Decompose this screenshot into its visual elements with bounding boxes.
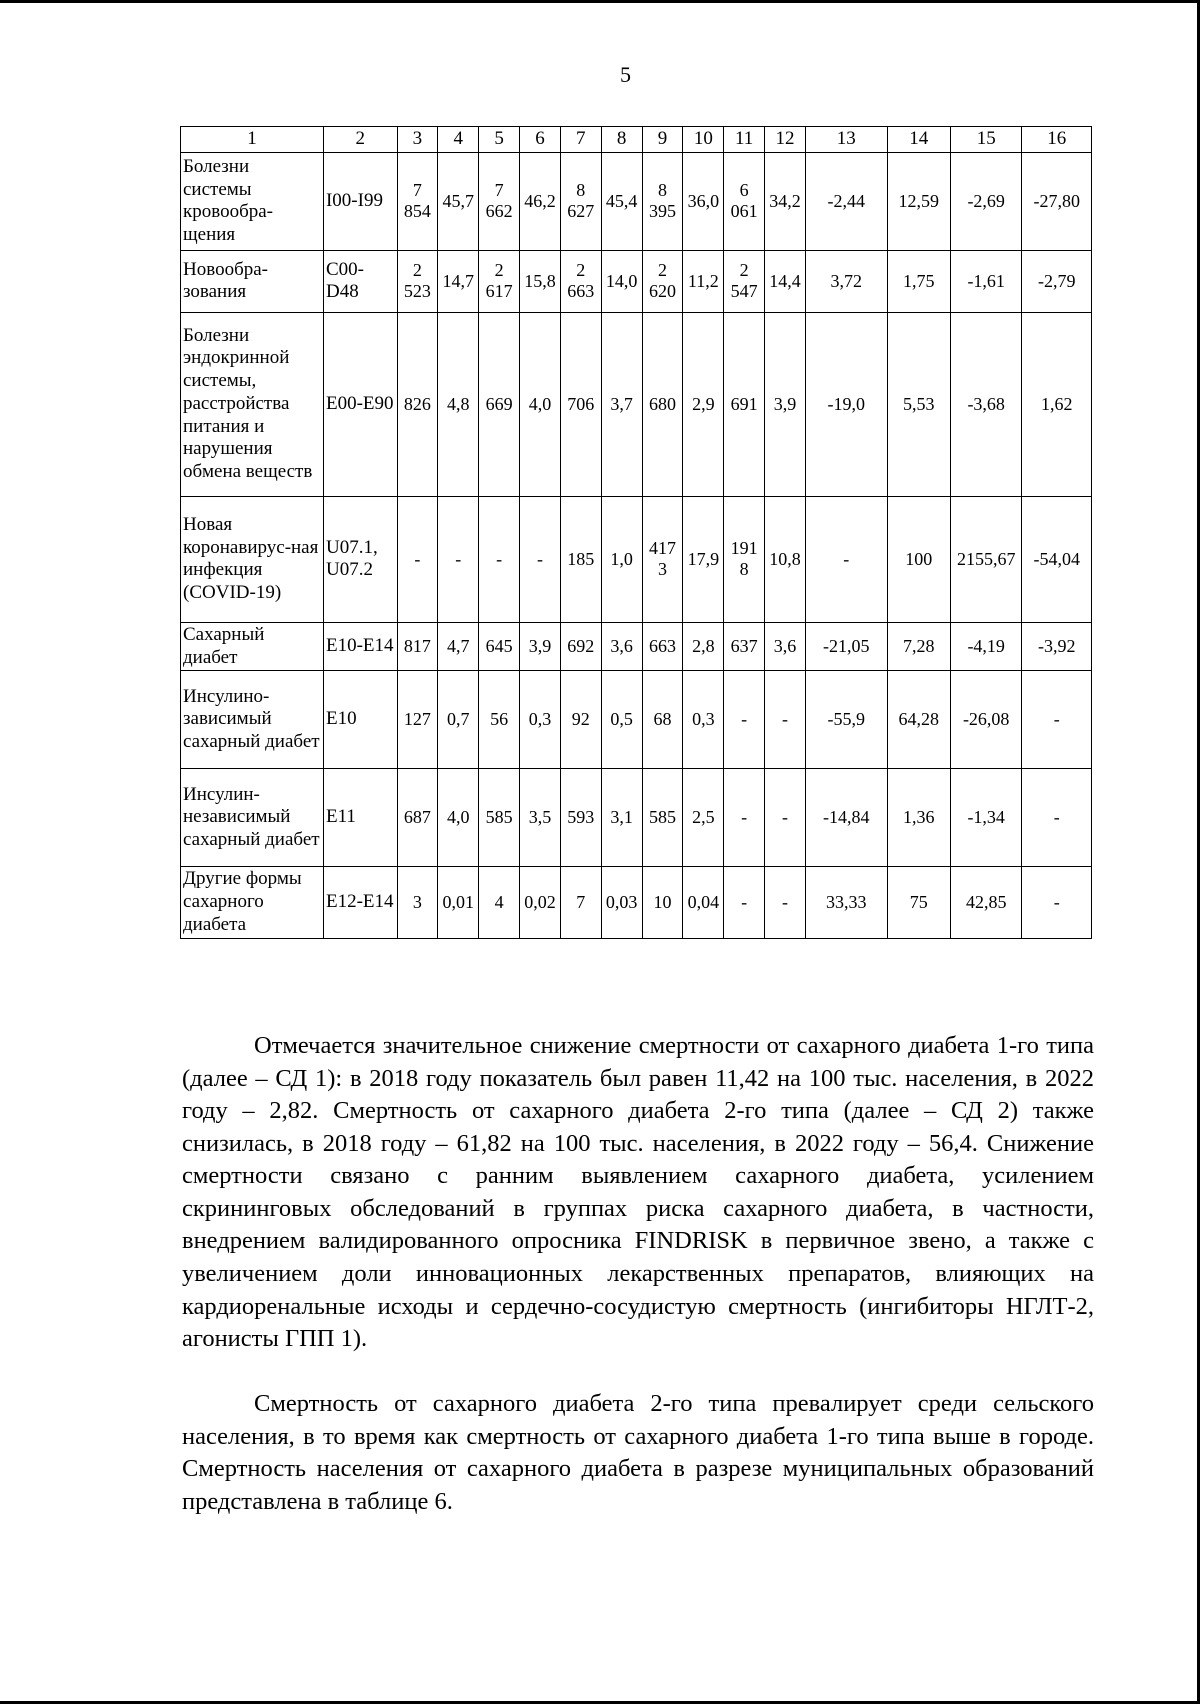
value-cell: 0,3 — [520, 671, 561, 769]
column-header: 2 — [323, 127, 397, 153]
value-cell: 680 — [642, 312, 683, 496]
value-cell: - — [805, 496, 887, 622]
row-name-cell: Новообра-зования — [181, 250, 324, 312]
value-cell: 585 — [479, 769, 520, 867]
value-cell: - — [724, 867, 765, 938]
column-header: 12 — [765, 127, 806, 153]
value-cell: -2,79 — [1022, 250, 1092, 312]
value-cell: 2 617 — [479, 250, 520, 312]
column-header: 4 — [438, 127, 479, 153]
table-row — [181, 622, 1092, 671]
table-row — [181, 496, 1092, 622]
value-cell: 1,62 — [1022, 312, 1092, 496]
value-cell: 3 — [397, 867, 438, 938]
value-cell: 14,0 — [601, 250, 642, 312]
value-cell: - — [765, 671, 806, 769]
value-cell: 691 — [724, 312, 765, 496]
column-header: 3 — [397, 127, 438, 153]
value-cell: -26,08 — [950, 671, 1021, 769]
value-cell: -3,68 — [950, 312, 1021, 496]
value-cell: 7,28 — [887, 622, 950, 671]
value-cell: - — [1022, 769, 1092, 867]
value-cell: 7 662 — [479, 152, 520, 250]
value-cell: 14,7 — [438, 250, 479, 312]
value-cell: 2 547 — [724, 250, 765, 312]
value-cell: 42,85 — [950, 867, 1021, 938]
icd-code-cell: E00-E90 — [323, 312, 397, 496]
icd-code-cell: E10 — [323, 671, 397, 769]
value-cell: 2 620 — [642, 250, 683, 312]
value-cell: 0,03 — [601, 867, 642, 938]
row-name-cell: Сахарный диабет — [181, 622, 324, 671]
column-header: 5 — [479, 127, 520, 153]
value-cell: - — [438, 496, 479, 622]
value-cell: 593 — [560, 769, 601, 867]
value-cell: 127 — [397, 671, 438, 769]
table-row — [181, 769, 1092, 867]
value-cell: 100 — [887, 496, 950, 622]
value-cell: 4 — [479, 867, 520, 938]
value-cell: 1,0 — [601, 496, 642, 622]
value-cell: 4,7 — [438, 622, 479, 671]
icd-code-cell: E12-E14 — [323, 867, 397, 938]
paragraph-1 — [182, 1030, 1094, 1356]
icd-code-cell: C00-D48 — [323, 250, 397, 312]
value-cell: 3,6 — [765, 622, 806, 671]
icd-code-cell: U07.1, U07.2 — [323, 496, 397, 622]
table-row — [181, 250, 1092, 312]
value-cell: 4,8 — [438, 312, 479, 496]
paragraph-text: Отмечается значительное снижение смертности от сахарного диабета 1-го типа (далее – СД 1): в 2018 году показатель был равен 11,42 на 100 тыс. населения, в 2022 году – 2,82. Смертность от сахарного диабета 2-го типа (далее – СД 2) также снизилась, в 2018 году – 61,82 на 100 тыс. населения, в 2022 году – 56,4. Снижение смертности связано с ранним выявлением сахарного диабета, усилением скрининговых обследований в группах риска сахарного диабета, в частности, внедрением валидированного опросника FINDRISK в первичное звено, а также с увеличением доли инновационных лекарственных препаратов, влияющих на кардиоренальные исходы и сердечно-сосудистую смертность (ингибиторы НГЛТ-2, агонисты ГПП 1). — [182, 1032, 1094, 1353]
value-cell: 692 — [560, 622, 601, 671]
value-cell: - — [724, 671, 765, 769]
value-cell: 669 — [479, 312, 520, 496]
value-cell: 46,2 — [520, 152, 561, 250]
column-header: 9 — [642, 127, 683, 153]
column-header: 15 — [950, 127, 1021, 153]
column-header: 16 — [1022, 127, 1092, 153]
column-header: 7 — [560, 127, 601, 153]
value-cell: 10,8 — [765, 496, 806, 622]
value-cell: - — [724, 769, 765, 867]
value-cell: -2,44 — [805, 152, 887, 250]
value-cell: 8 627 — [560, 152, 601, 250]
row-name-cell: Инсулино-зависимый сахарный диабет — [181, 671, 324, 769]
value-cell: 6 061 — [724, 152, 765, 250]
column-header: 8 — [601, 127, 642, 153]
value-cell: 2155,67 — [950, 496, 1021, 622]
value-cell: - — [1022, 867, 1092, 938]
value-cell: 3,7 — [601, 312, 642, 496]
value-cell: -3,92 — [1022, 622, 1092, 671]
table-row — [181, 312, 1092, 496]
value-cell: 56 — [479, 671, 520, 769]
value-cell: 3,5 — [520, 769, 561, 867]
value-cell: 3,6 — [601, 622, 642, 671]
page-number: 5 — [620, 62, 631, 87]
value-cell: 0,01 — [438, 867, 479, 938]
value-cell: 10 — [642, 867, 683, 938]
value-cell: 64,28 — [887, 671, 950, 769]
value-cell: - — [765, 769, 806, 867]
row-name-cell: Другие формы сахарного диабета — [181, 867, 324, 938]
value-cell: 12,59 — [887, 152, 950, 250]
value-cell: 2 523 — [397, 250, 438, 312]
value-cell: 45,7 — [438, 152, 479, 250]
table-row — [181, 671, 1092, 769]
mortality-table — [180, 126, 1092, 939]
value-cell: 15,8 — [520, 250, 561, 312]
value-cell: 5,53 — [887, 312, 950, 496]
value-cell: 36,0 — [683, 152, 724, 250]
row-name-cell: Новая коронавирус-ная инфекция (COVID-19) — [181, 496, 324, 622]
paragraph-2 — [182, 1388, 1094, 1518]
table-row — [181, 867, 1092, 938]
value-cell: 826 — [397, 312, 438, 496]
value-cell: 68 — [642, 671, 683, 769]
value-cell: - — [1022, 671, 1092, 769]
value-cell: 4,0 — [438, 769, 479, 867]
value-cell: -14,84 — [805, 769, 887, 867]
value-cell: 17,9 — [683, 496, 724, 622]
value-cell: 637 — [724, 622, 765, 671]
value-cell: 645 — [479, 622, 520, 671]
value-cell: -27,80 — [1022, 152, 1092, 250]
value-cell: 1918 — [724, 496, 765, 622]
column-header: 11 — [724, 127, 765, 153]
value-cell: 2,5 — [683, 769, 724, 867]
value-cell: - — [765, 867, 806, 938]
table-body — [181, 152, 1092, 938]
icd-code-cell: E10-E14 — [323, 622, 397, 671]
value-cell: 185 — [560, 496, 601, 622]
value-cell: -2,69 — [950, 152, 1021, 250]
icd-code-cell: I00-I99 — [323, 152, 397, 250]
column-header: 13 — [805, 127, 887, 153]
column-header: 14 — [887, 127, 950, 153]
value-cell: -1,34 — [950, 769, 1021, 867]
value-cell: 4173 — [642, 496, 683, 622]
value-cell: -54,04 — [1022, 496, 1092, 622]
value-cell: - — [479, 496, 520, 622]
value-cell: 0,04 — [683, 867, 724, 938]
value-cell: 14,4 — [765, 250, 806, 312]
value-cell: 817 — [397, 622, 438, 671]
value-cell: 2,8 — [683, 622, 724, 671]
table-header-row — [181, 127, 1092, 153]
value-cell: 3,9 — [520, 622, 561, 671]
paragraph-text: Смертность от сахарного диабета 2-го типа превалирует среди сельского населения, в то время как смертность от сахарного диабета 1-го типа выше в городе. Смертность населения от сахарного диабета в разрезе муниципальных образований представлена в таблице 6. — [182, 1390, 1094, 1515]
value-cell: 7 854 — [397, 152, 438, 250]
value-cell: -1,61 — [950, 250, 1021, 312]
value-cell: -19,0 — [805, 312, 887, 496]
value-cell: - — [397, 496, 438, 622]
value-cell: 1,36 — [887, 769, 950, 867]
value-cell: 3,9 — [765, 312, 806, 496]
value-cell: 7 — [560, 867, 601, 938]
value-cell: - — [520, 496, 561, 622]
table-row — [181, 152, 1092, 250]
value-cell: 0,3 — [683, 671, 724, 769]
column-header: 1 — [181, 127, 324, 153]
value-cell: 33,33 — [805, 867, 887, 938]
value-cell: 706 — [560, 312, 601, 496]
column-header: 6 — [520, 127, 561, 153]
value-cell: -55,9 — [805, 671, 887, 769]
value-cell: 687 — [397, 769, 438, 867]
value-cell: 2,9 — [683, 312, 724, 496]
value-cell: 0,7 — [438, 671, 479, 769]
value-cell: 585 — [642, 769, 683, 867]
value-cell: 3,72 — [805, 250, 887, 312]
value-cell: 34,2 — [765, 152, 806, 250]
value-cell: 4,0 — [520, 312, 561, 496]
value-cell: 45,4 — [601, 152, 642, 250]
value-cell: 11,2 — [683, 250, 724, 312]
column-header: 10 — [683, 127, 724, 153]
value-cell: 3,1 — [601, 769, 642, 867]
value-cell: 2 663 — [560, 250, 601, 312]
row-name-cell: Болезни эндокринной системы, расстройства питания и нарушения обмена веществ — [181, 312, 324, 496]
value-cell: 1,75 — [887, 250, 950, 312]
icd-code-cell: E11 — [323, 769, 397, 867]
value-cell: 8 395 — [642, 152, 683, 250]
value-cell: 92 — [560, 671, 601, 769]
value-cell: -21,05 — [805, 622, 887, 671]
value-cell: 75 — [887, 867, 950, 938]
row-name-cell: Инсулин-независимый сахарный диабет — [181, 769, 324, 867]
row-name-cell: Болезни системы кровообра-щения — [181, 152, 324, 250]
value-cell: 663 — [642, 622, 683, 671]
value-cell: 0,5 — [601, 671, 642, 769]
value-cell: -4,19 — [950, 622, 1021, 671]
value-cell: 0,02 — [520, 867, 561, 938]
